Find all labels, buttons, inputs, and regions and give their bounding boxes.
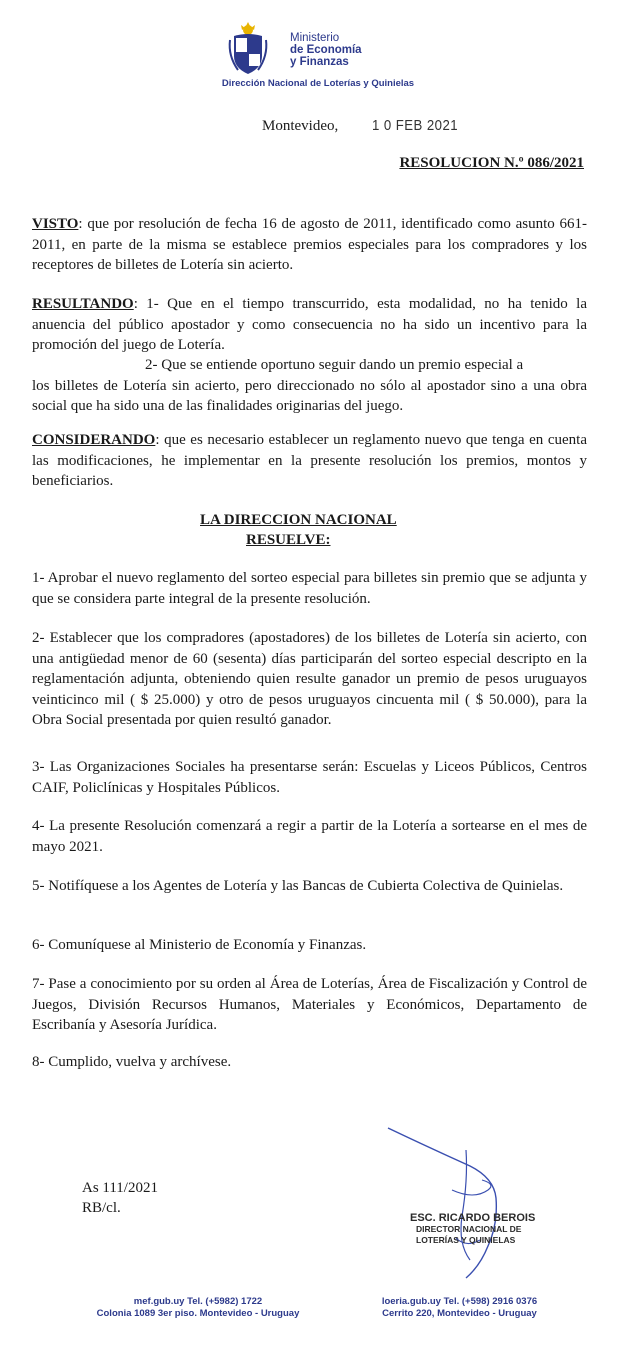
loteria-contact-line-2: Cerrito 220, Montevideo - Uruguay <box>382 1308 537 1319</box>
resolution-item: 7- Pase a conocimiento por su orden al Área de Loterías, Área de Fiscalización y Control de Juegos, División Recursos Humanos, Materiales y Económicos, Departamento de Escribanía y Asesoría Jurídica. <box>32 976 587 1033</box>
resultando-text-1: : 1- Que en el tiempo transcurrido, esta modalidad, no ha tenido la anuencia del público apostador y como consecuencia no ha sido un incentivo para la promoción del juego de Lotería. <box>32 296 587 353</box>
department-name: Dirección Nacional de Loterías y Quinielas <box>221 78 415 89</box>
letterhead <box>0 8 636 88</box>
resultando-text-2-first: 2- Que se entiende oportuno seguir dando un premio especial a <box>145 357 524 373</box>
direction-heading <box>200 510 397 550</box>
considerando-label: CONSIDERANDO <box>32 432 156 448</box>
coat-of-arms-icon <box>226 22 270 78</box>
footer-contact-loteria <box>352 1296 567 1320</box>
considerando-text: : que es necesario establecer un reglamento nuevo que tenga en cuenta las modificaciones, he implementar en la presente resolución los premios, montos y beneficiarios. <box>32 432 587 489</box>
signatory-name: ESC. RICARDO BEROIS <box>410 1212 536 1224</box>
resolution-item: 5- Notifíquese a los Agentes de Lotería y las Bancas de Cubierta Colectiva de Quinielas. <box>32 878 564 894</box>
loteria-contact-line-1: loeria.gub.uy Tel. (+598) 2916 0376 <box>381 1296 538 1307</box>
date-place: Montevideo, <box>262 118 339 134</box>
resolution-item: 3- Las Organizaciones Sociales ha presentarse serán: Escuelas y Liceos Públicos, Centros CAIF, Policlínicas y Hospitales Públicos. <box>32 759 587 796</box>
resolution-item: 4- La presente Resolución comenzará a regir a partir de la Lotería a sortearse en el mes de mayo 2021. <box>32 818 587 855</box>
resultando-label: RESULTANDO <box>32 296 134 312</box>
resultando-paragraph-1 <box>32 294 587 356</box>
resolution-item: 6- Comuníquese al Ministerio de Economía y Finanzas. <box>32 937 367 953</box>
visto-label: VISTO <box>32 216 79 232</box>
mef-contact-line-2: Colonia 1089 3er piso. Montevideo - Uruguay <box>96 1308 300 1319</box>
visto-paragraph <box>32 214 587 276</box>
signature-block <box>410 1213 535 1246</box>
resolution-item: 2- Establecer que los compradores (apostadores) de los billetes de Lotería sin acierto, con una antigüedad menor de 60 (sesenta) días participarán del sorteo especial descripto en la reglamentación adjunta, obteniendo quien resulte ganador un premio de pesos uruguayos veinticinco mil ( $ 25.000) y otro de pesos uruguayos cincuenta mil ( $ 50.000), para la Obra Social presentada por quien resultó ganador. <box>32 630 587 728</box>
ministry-line-2: de Economía <box>290 44 362 56</box>
resolution-item: 8- Cumplido, vuelva y archívese. <box>32 1054 232 1070</box>
ministry-name <box>290 32 362 68</box>
signatory-title-1: DIRECTOR NACIONAL DE <box>416 1224 522 1234</box>
resolution-item: 1- Aprobar el nuevo reglamento del sorteo especial para billetes sin premio que se adjunta y que se considera parte integral de la presente resolución. <box>32 570 587 607</box>
mef-contact-line-1: mef.gub.uy Tel. (+5982) 1722 <box>133 1296 263 1307</box>
ministry-line-3: y Finanzas <box>290 56 349 68</box>
ministry-line-1: Ministerio <box>290 32 340 44</box>
footer-contact-mef <box>78 1296 318 1320</box>
file-reference <box>82 1178 158 1218</box>
reference-line-2: RB/cl. <box>82 1200 121 1216</box>
visto-text: : que por resolución de fecha 16 de agosto de 2011, identificado como asunto 661-2011, en parte de la misma se establece premios especiales para los compradores y los receptores de billetes de Lotería sin acierto. <box>32 216 587 273</box>
direction-line-1: LA DIRECCION NACIONAL <box>200 512 397 528</box>
signatory-title-2: LOTERÍAS Y QUINIELAS <box>416 1235 516 1245</box>
resolution-title: RESOLUCION N.º 086/2021 <box>399 155 584 171</box>
considerando-paragraph <box>32 430 587 492</box>
resultando-paragraph-2 <box>32 355 587 417</box>
resultando-text-2-rest: los billetes de Lotería sin acierto, pero direccionado no sólo al apostador sino a una obra social que ha sido una de las finalidades originarias del juego. <box>32 377 587 414</box>
reference-line-1: As 111/2021 <box>82 1180 158 1196</box>
direction-line-2: RESUELVE: <box>246 532 331 548</box>
handwritten-signature <box>370 1120 590 1290</box>
date-stamp: 1 0 FEB 2021 <box>372 117 459 134</box>
